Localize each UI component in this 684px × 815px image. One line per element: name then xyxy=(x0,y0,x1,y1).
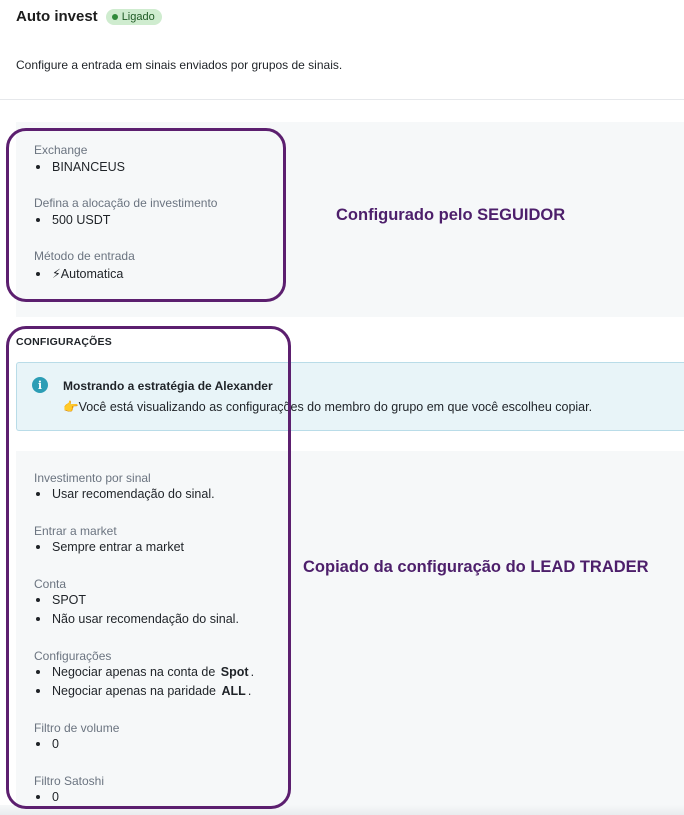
investment-per-signal-label: Investimento por sinal xyxy=(34,471,151,485)
follower-annotation-text: Configurado pelo SEGUIDOR xyxy=(336,206,566,224)
exchange-value: BINANCEUS xyxy=(36,160,125,174)
allocation-label: Defina a alocação de investimento xyxy=(34,196,218,210)
header-divider xyxy=(0,99,684,100)
configurations-label: Configurações xyxy=(34,649,112,663)
status-badge xyxy=(106,9,162,25)
entry-method-label: Método de entrada xyxy=(34,249,135,263)
configurations-heading: CONFIGURAÇÕES xyxy=(16,336,112,348)
account-label: Conta xyxy=(34,577,67,591)
satoshi-filter-label: Filtro Satoshi xyxy=(34,774,105,788)
satoshi-filter-value: 0 xyxy=(36,790,59,804)
market-entry-label: Entrar a market xyxy=(34,524,117,538)
config-item-parity: Negociar apenas na paridade ALL . xyxy=(36,684,251,698)
config-item-spot-account: Negociar apenas na conta de Spot . xyxy=(36,665,254,679)
investment-per-signal-value: Usar recomendação do sinal. xyxy=(36,487,215,501)
entry-method-value: ⚡Automatica xyxy=(36,266,123,281)
page-header xyxy=(16,8,162,25)
exchange-label: Exchange xyxy=(34,143,88,157)
page-title: Auto invest xyxy=(16,8,98,25)
info-alert-title: Mostrando a estratégia de Alexander xyxy=(63,379,273,393)
page-description: Configure a entrada em sinais enviados por grupos de sinais. xyxy=(16,58,343,72)
allocation-value: 500 USDT xyxy=(36,213,110,227)
lead-trader-annotation-text: Copiado da configuração do LEAD TRADER xyxy=(303,558,649,576)
account-value-spot: SPOT xyxy=(36,593,86,607)
market-entry-value: Sempre entrar a market xyxy=(36,540,184,554)
info-alert-text: 👉Você está visualizando as configurações do membro do grupo em que você escolheu copiar. xyxy=(63,400,593,414)
follower-annotation-outline xyxy=(6,128,286,302)
status-dot-icon xyxy=(112,14,118,20)
lead-trader-annotation-outline xyxy=(6,326,291,809)
info-icon: i xyxy=(32,377,48,393)
volume-filter-label: Filtro de volume xyxy=(34,721,120,735)
account-value-signal-recommendation: Não usar recomendação do sinal. xyxy=(36,612,239,626)
status-badge-label: Ligado xyxy=(121,10,155,23)
volume-filter-value: 0 xyxy=(36,737,59,751)
